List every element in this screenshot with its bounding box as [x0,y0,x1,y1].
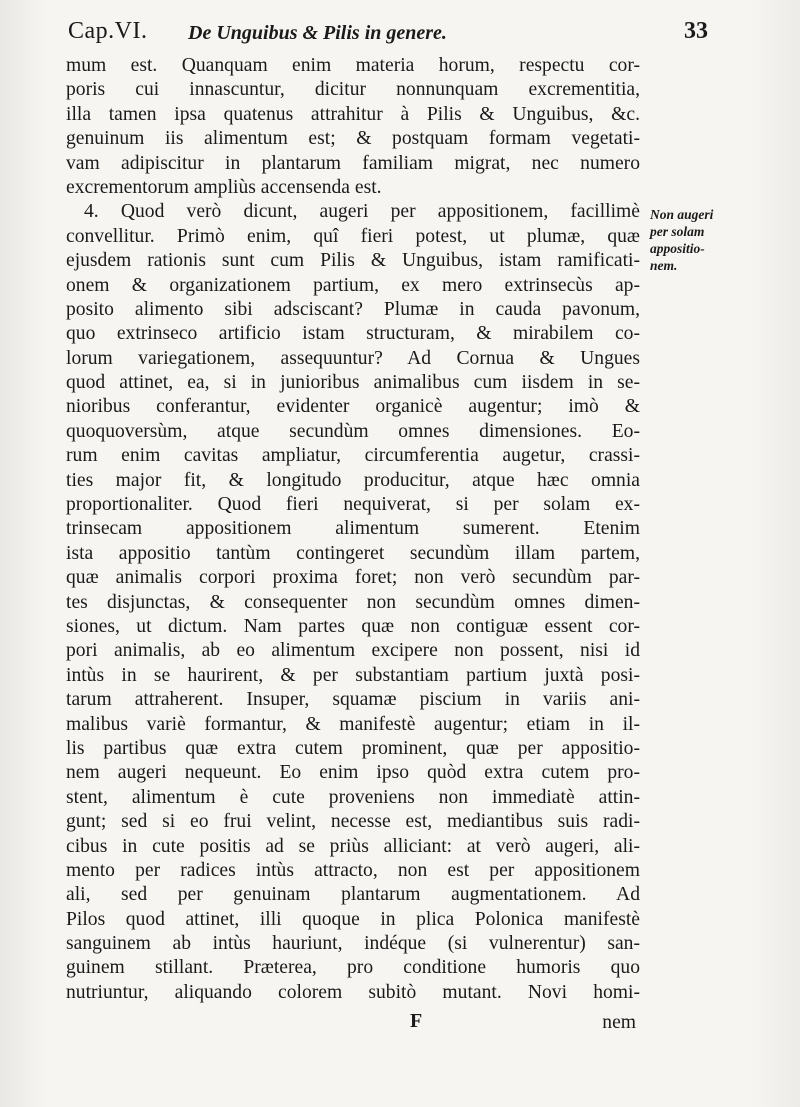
text-line: quod attinet, ea, si in junioribus animalibus cum iisdem in se- [66,372,640,394]
marginal-note-line: Non augeri [650,207,714,222]
text-line: genuinum iis alimentum est; & postquam formam vegetati- [66,128,640,150]
body-text [66,54,640,1005]
text-line: 4. Quod verò dicunt, augeri per appositionem, facillimè [84,201,640,223]
text-line: nem augeri nequeunt. Eo enim ipso quòd extra cutem pro- [66,762,640,784]
text-line: quo extrinseco artificio istam structuram, & mirabilem co- [66,323,640,345]
text-line: lis partibus quæ extra cutem prominent, quæ per appositio- [66,737,640,759]
text-line: Pilos quod attinet, illi quoque in plica Polonica manifestè [66,908,640,930]
text-line: mento per radices intùs attracto, non est per appositionem [66,859,640,881]
text-line: quæ animalis corpori proxima foret; non verò secundùm par- [66,567,640,589]
text-line: quoquoversùm, atque secundùm omnes dimensiones. Eo- [66,420,640,442]
text-line: rum enim cavitas ampliatur, circumferentia augetur, crassi- [66,445,640,467]
text-line: stent, alimentum è cute proveniens non immediatè attin- [66,786,640,808]
text-line: tes disjunctas, & consequenter non secundùm omnes dimen- [66,591,640,613]
text-line: ties major fit, & longitudo producitur, atque hæc omnia [66,469,640,491]
text-line: cibus in cute positis ad se priùs alliciant: at verò augeri, ali- [66,835,640,857]
catchword: nem [602,1012,636,1033]
page-header [68,18,708,52]
text-line: tarum attraherent. Insuper, squamæ piscium in variis ani- [66,689,640,711]
text-line: malibus variè formantur, & manifestè augentur; etiam in il- [66,713,640,735]
marginal-note-line: per solam [650,224,705,239]
marginal-note-line: appositio- [650,241,705,256]
text-line: illa tamen ipsa quatenus attrahitur à Pilis & Unguibus, &c. [66,103,640,125]
text-line: gunt; sed si eo frui velint, necesse est, mediantibus suis radi- [66,811,640,833]
text-line: proportionaliter. Quod fieri nequiverat, si per solam ex- [66,494,640,516]
chapter-heading: Cap.VI. [68,18,148,44]
text-line: nutriuntur, aliquando colorem subitò mutant. Novi homi- [66,981,640,1003]
text-line: lorum variegationem, assequuntur? Ad Cornua & Ungues [66,347,640,369]
text-line: siones, ut dictum. Nam partes quæ non contiguæ essent cor- [66,615,640,637]
marginal-note-line: nem. [650,258,678,273]
text-line: nioribus conferantur, evidenter organicè augentur; imò & [66,396,640,418]
text-line: trinsecam appositionem alimentum sumerent. Etenim [66,518,640,540]
text-line: intùs in se haurirent, & per substantiam partium juxtà posi- [66,664,640,686]
text-line: ista appositio tantùm contingeret secundùm illam partem, [66,542,640,564]
text-line: mum est. Quanquam enim materia horum, respectu cor- [66,55,640,76]
text-line: onem & organizationem partium, ex mero extrinsecùs ap- [66,274,640,296]
text-line: ali, sed per genuinam plantarum augmentationem. Ad [66,884,640,906]
marginal-note [650,206,790,274]
text-line: convellitur. Primò enim, quî fieri potest, ut plumæ, quæ [66,225,640,247]
text-line: sanguinem ab intùs hauriunt, indéque (si vulnerentur) san- [66,933,640,955]
running-title: De Unguibus & Pilis in genere. [188,22,447,44]
text-line: vam adipiscitur in plantarum familiam migrat, nec numero [66,152,640,174]
signature-mark: F [410,1010,423,1032]
text-line: pori animalis, ab eo alimentum excipere non possent, nisi id [66,640,640,662]
text-line: guinem stillant. Præterea, pro conditione humoris quo [66,957,640,979]
page-number: 33 [684,18,708,44]
text-line: posito alimento sibi adsciscant? Plumæ in cauda pavonum, [66,298,640,320]
text-line: ejusdem rationis sunt cum Pilis & Unguibus, istam ramificati- [66,250,640,272]
text-line: excrementorum ampliùs accensenda est. [66,176,382,198]
text-line: poris cui innascuntur, dicitur nonnunquam excrementitia, [66,79,640,101]
